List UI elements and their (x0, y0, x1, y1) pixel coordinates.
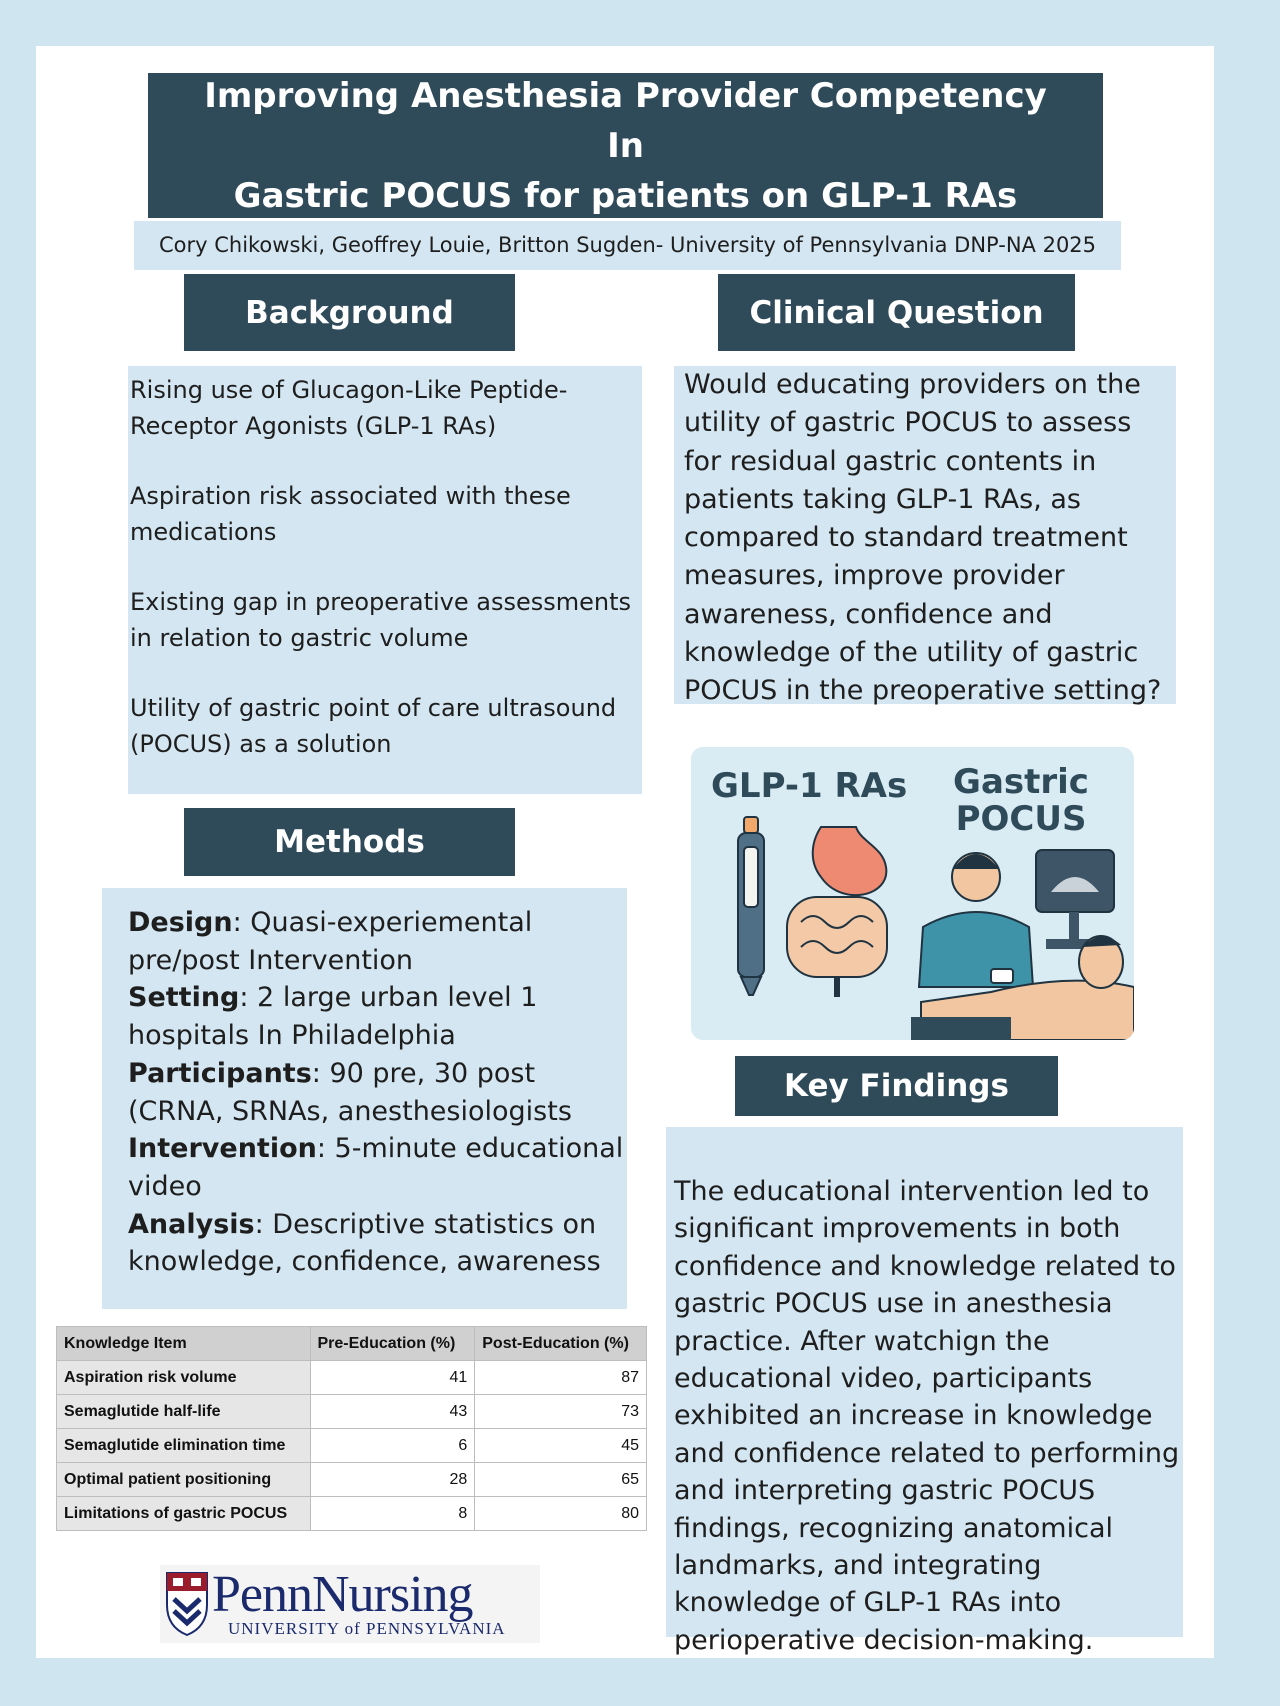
table-row (57, 1395, 647, 1429)
methods-item-analysis (128, 1206, 627, 1281)
table-cell-post: 87 (475, 1361, 647, 1395)
background-heading: Background (184, 274, 515, 351)
methods-text: : Descriptive statistics on knowledge, confidence, awareness (128, 1208, 601, 1278)
methods-label: Participants (128, 1057, 312, 1089)
table-row (57, 1361, 647, 1395)
table-cell-item: Semaglutide elimination time (57, 1429, 311, 1463)
table-row (57, 1497, 647, 1531)
table-row (57, 1463, 647, 1497)
ultrasound-exam-icon (911, 850, 1134, 1040)
clinical-question-heading: Clinical Question (718, 274, 1075, 351)
table-cell-post: 65 (475, 1463, 647, 1497)
table-header-row (57, 1327, 647, 1361)
background-item: Existing gap in preoperative assessments in relation to gastric volume (130, 588, 632, 652)
key-findings-text: The educational intervention led to significant improvements in both confidence and knowledge related to gastric POCUS use in anesthesia practice. After watchign the educational video, participants exhibited an increase in knowledge and confidence related to performing and interpreting gastric POCUS findings, recognizing anatomical landmarks, and integrating knowledge of GLP-1 RAs into perioperative decision-making. (674, 1176, 1180, 1656)
table-cell-pre: 8 (310, 1497, 475, 1531)
table-cell-item: Aspiration risk volume (57, 1361, 311, 1395)
methods-item-setting (128, 979, 627, 1054)
illustration-label-glp1: GLP-1 RAs (711, 766, 908, 806)
logo-wordmark: PennNursing (212, 1566, 473, 1623)
table-cell-post: 80 (475, 1497, 647, 1531)
penn-nursing-logo (160, 1565, 540, 1643)
logo-subtitle: UNIVERSITY of PENNSYLVANIA (228, 1619, 506, 1638)
methods-label: Analysis (128, 1208, 255, 1240)
methods-heading: Methods (184, 808, 515, 876)
background-panel (128, 366, 642, 794)
methods-item-design (128, 904, 627, 979)
poster-title-banner (148, 73, 1103, 218)
methods-label: Design (128, 907, 233, 938)
table-cell-pre: 28 (310, 1463, 475, 1497)
methods-item-intervention (128, 1130, 627, 1205)
table-header-cell: Pre-Education (%) (310, 1327, 475, 1361)
methods-text: : 2 large urban level 1 hospitals In Philadelphia (128, 982, 538, 1052)
methods-panel (102, 888, 627, 1309)
glp1-pocus-illustration (691, 747, 1134, 1040)
table-cell-item: Optimal patient positioning (57, 1463, 311, 1497)
methods-text: : Quasi-experiemental pre/post Intervention (128, 907, 533, 976)
table-cell-pre: 6 (310, 1429, 475, 1463)
key-findings-panel (666, 1127, 1183, 1656)
table-cell-post: 45 (475, 1429, 647, 1463)
table-header-cell: Knowledge Item (57, 1327, 311, 1361)
knowledge-table (56, 1326, 647, 1531)
background-item: Utility of gastric point of care ultrasound (POCUS) as a solution (130, 694, 617, 758)
methods-text: : 5-minute educational video (128, 1133, 624, 1202)
illustration-label-gastric: Gastric (953, 762, 1089, 802)
table-cell-pre: 43 (310, 1395, 475, 1429)
authors-line: Cory Chikowski, Geoffrey Louie, Britton Sugden- University of Pennsylvania DNP-NA 2025 (134, 221, 1121, 270)
table-cell-item: Limitations of gastric POCUS (57, 1497, 311, 1531)
methods-item-participants (128, 1055, 627, 1130)
poster-title-line1: Improving Anesthesia Provider Competency In (204, 75, 1047, 166)
table-cell-item: Semaglutide half-life (57, 1395, 311, 1429)
methods-label: Setting (128, 982, 240, 1014)
table-cell-pre: 41 (310, 1361, 475, 1395)
stomach-intestines-icon (787, 827, 887, 997)
methods-text: : 90 pre, 30 post (CRNA, SRNAs, anesthesiologists (128, 1057, 572, 1127)
poster-title-line2: Gastric POCUS for patients on GLP-1 RAs (233, 175, 1018, 216)
background-item: Aspiration risk associated with these medications (130, 482, 571, 546)
poster-title (196, 71, 1056, 221)
injection-pen-icon (738, 817, 764, 995)
table-row (57, 1429, 647, 1463)
table-cell-post: 73 (475, 1395, 647, 1429)
clinical-question-panel (674, 366, 1176, 707)
background-item: Rising use of Glucagon-Like Peptide-Receptor Agonists (GLP-1 RAs) (130, 376, 568, 440)
methods-label: Intervention (128, 1133, 317, 1165)
key-findings-heading: Key Findings (735, 1056, 1058, 1116)
clinical-question-text: Would educating providers on the utility of gastric POCUS to assess for residual gastric contents in patients taking GLP-1 RAs, as compared to standard treatment measures, improve provider awareness, confidence and knowledge of the utility of gastric POCUS in the preoperative setting? (684, 369, 1162, 707)
table-header-cell: Post-Education (%) (475, 1327, 647, 1361)
illustration-label-pocus: POCUS (955, 799, 1087, 839)
penn-shield-icon (164, 1569, 210, 1639)
